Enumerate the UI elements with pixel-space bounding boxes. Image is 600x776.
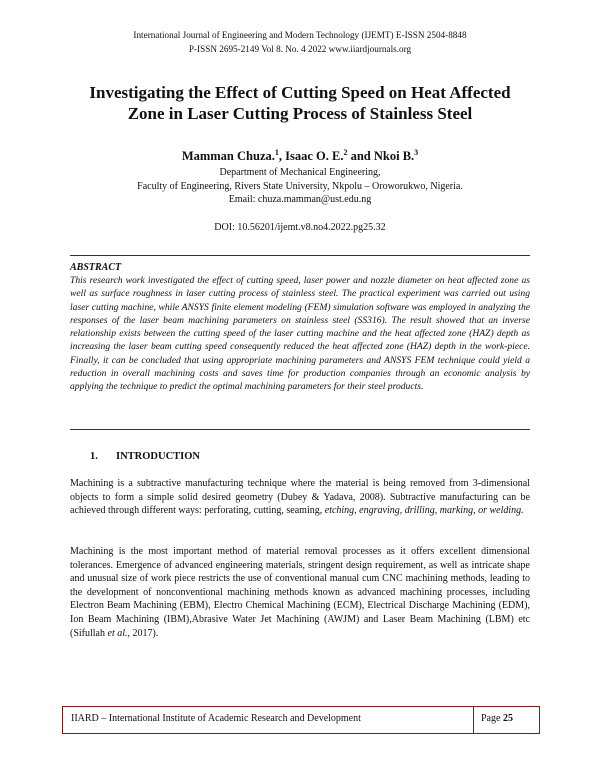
- paper-title: [40, 82, 560, 124]
- author-1: Mamman Chuza.: [181, 149, 275, 164]
- author-separator: and: [347, 149, 374, 164]
- author-1-affil: 1: [274, 148, 279, 157]
- doi: DOI: 10.56201/ijemt.v8.no4.2022.pg25.32: [214, 222, 386, 233]
- author-list: [0, 148, 600, 164]
- section-title: INTRODUCTION: [116, 451, 201, 462]
- affiliation-faculty: Faculty of Engineering, Rivers State University, Nkpolu – Oroworukwo, Nigeria.: [137, 180, 463, 192]
- paragraph-text: Machining is a subtractive manufacturing technique where the material is being removed from 3-dimensional objects to form a simple solid desired geometry (Dubey & Yadava, 2008). Subtractive manufacturing can be achieved through different ways: perforating, cutting, seaming,: [70, 478, 530, 517]
- section-number: 1.: [90, 451, 98, 462]
- abstract-heading: ABSTRACT: [70, 262, 122, 273]
- affiliation-department: Department of Mechanical Engineering,: [219, 167, 381, 178]
- section-heading-introduction: [90, 451, 200, 462]
- paragraph-text: Machining is the most important method of material removal processes as it offers excellent dimensional tolerances. Emergence of advanced engineering materials, stringent design requirement, as well as intricate shape and unusual size of work piece restricts the use of conventional manual cum CNC machining methods, leading to the development of nonconventional machining methods known as advanced machining processes, including Electron Beam Machining (EBM), Electro Chemical Machining (ECM), Electrical Discharge Machining (EDM), Ion Beam Machining (IBM),Abrasive Water Jet Machining (AWJM) and Laser Beam Machining (LBM) etc (Sifullah: [70, 546, 530, 639]
- page-number-value: 25: [502, 713, 513, 724]
- citation-et-al: et al.: [107, 627, 128, 639]
- author-2: Isaac O. E.: [285, 149, 344, 164]
- author-2-affil: 2: [343, 148, 348, 157]
- footer-publisher: IIARD – International Institute of Academic Research and Development: [71, 713, 361, 724]
- page-footer: [62, 706, 540, 734]
- abstract-top-rule: [70, 255, 530, 256]
- paper-title-line2: Zone in Laser Cutting Process of Stainless Steel: [127, 104, 473, 123]
- paragraph-italic-text: etching, engraving, drilling, marking, or welding.: [324, 505, 524, 517]
- author-3-affil: 3: [414, 148, 419, 157]
- abstract-bottom-rule: [70, 429, 530, 430]
- affiliation: [0, 166, 600, 207]
- page-label: Page: [481, 713, 503, 724]
- intro-paragraph-2: [70, 545, 530, 640]
- citation-year: , 2017).: [127, 627, 159, 639]
- journal-header-line2: P-ISSN 2695-2149 Vol 8. No. 4 2022 www.iiardjournals.org: [188, 44, 412, 54]
- journal-header: [0, 28, 600, 56]
- journal-header-line1: International Journal of Engineering and Modern Technology (IJEMT) E-ISSN 2504-8848: [133, 30, 467, 40]
- intro-paragraph-1: [70, 477, 530, 518]
- abstract-text: This research work investigated the effect of cutting speed, laser power and nozzle diameter on heat affected zone as well as surface roughness in laser cutting process of stainless steel. The practical experiment was carried out using laser cutting machine, while ANSYS finite element modeling (FEM) simulation software was employed in analyzing the responses of the laser beam machining parameters on stainless steel (SS316). The result showed that an inverse relationship exists between the cutting speed of the laser cutting machine and the heat affected zone (HAZ) depth as increasing the laser beam cutting speed consequently reduced the heat affected zone (HAZ) depth in the work-piece. Finally, it can be concluded that using appropriate machining parameters and ANSYS FEM technique could yield a reduction in overall machining costs and saves time for production companies through an economic analysis by applying the technique to predict the optimal machining parameters for their steel products.: [70, 275, 530, 393]
- footer-divider: [473, 707, 474, 733]
- author-3: Nkoi B.: [373, 149, 415, 164]
- page-number: [481, 713, 513, 724]
- author-email: Email: chuza.mamman@ust.edu.ng: [228, 194, 372, 205]
- author-separator: ,: [278, 149, 286, 164]
- paper-title-line1: Investigating the Effect of Cutting Speed on Heat Affected: [89, 83, 511, 102]
